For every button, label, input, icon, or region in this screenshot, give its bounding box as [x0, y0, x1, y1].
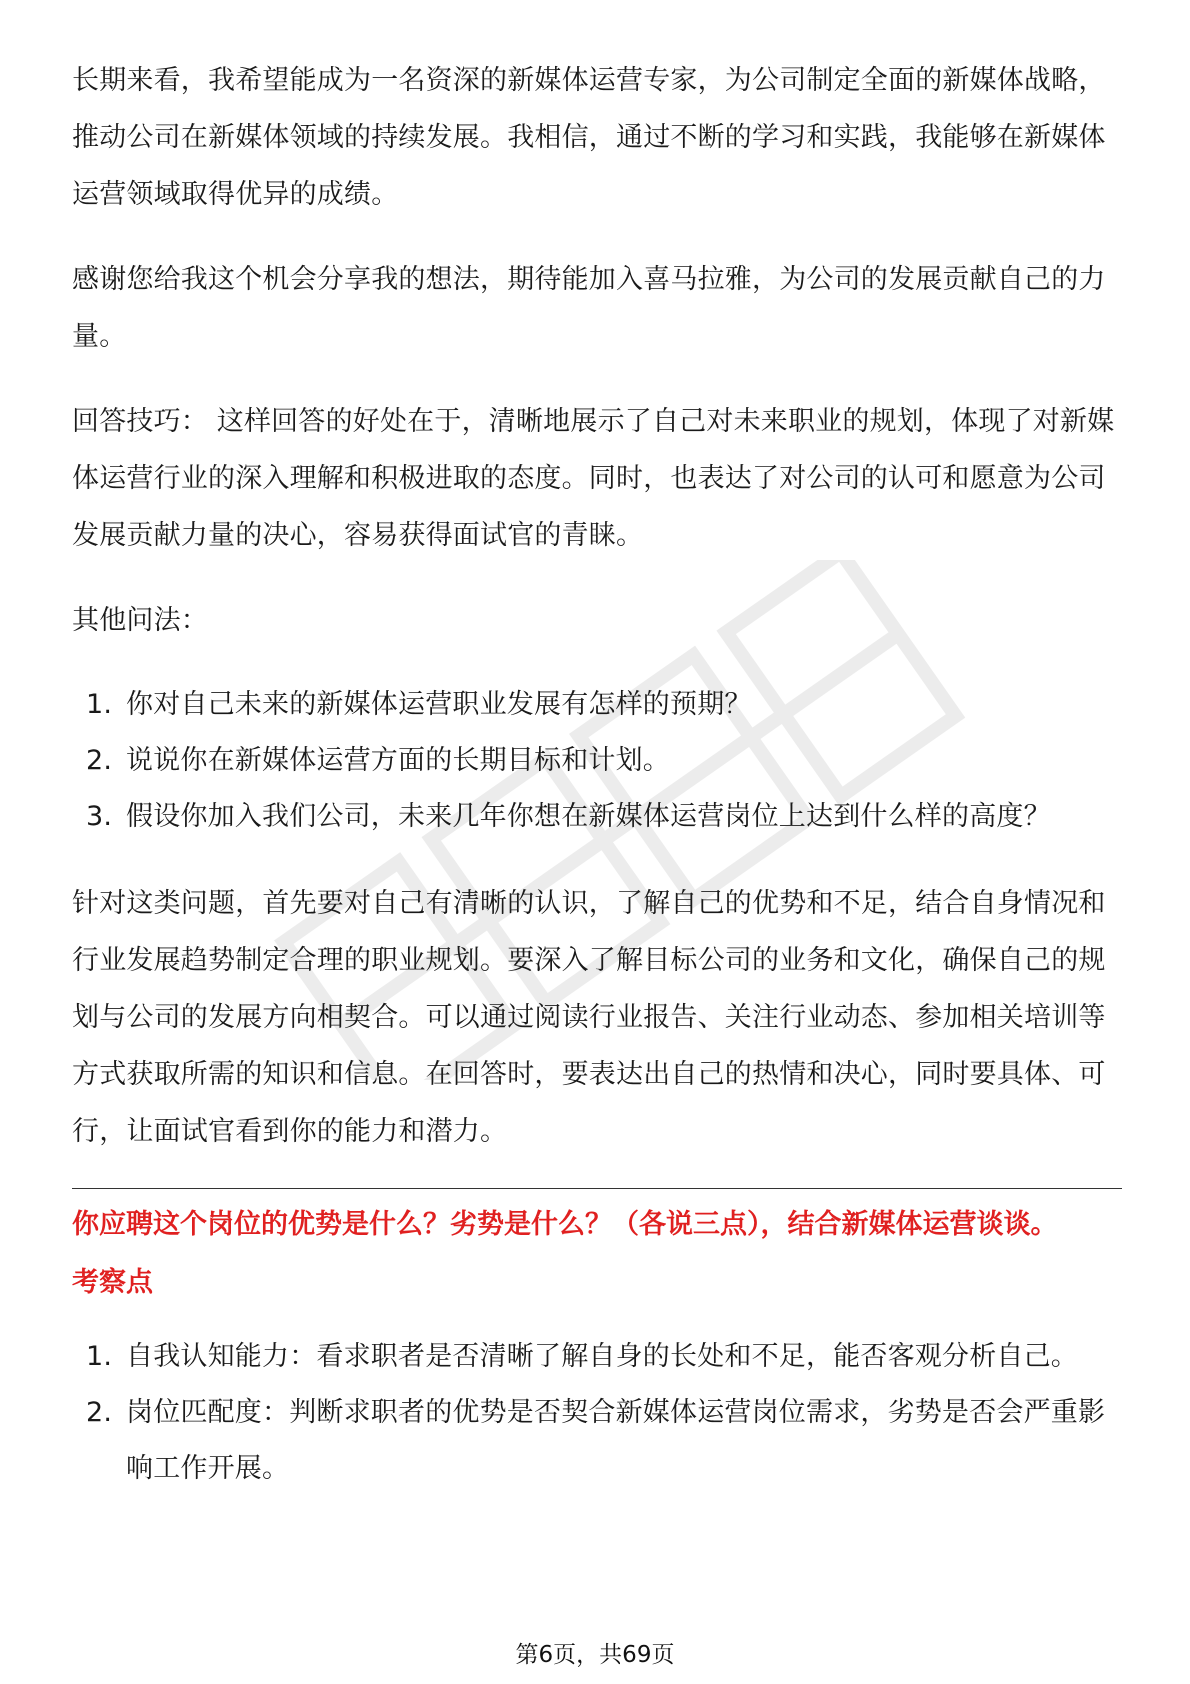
question-heading: 你应聘这个岗位的优势是什么？劣势是什么？（各说三点），结合新媒体运营谈谈。	[72, 1209, 1058, 1240]
paragraph-thanks: 感谢您给我这个机会分享我的想法，期待能加入喜马拉雅，为公司的发展贡献自己的力量。	[72, 264, 1106, 352]
assessment-points-list	[72, 1329, 1122, 1497]
document-page	[72, 52, 1122, 1497]
list-item	[72, 677, 1122, 733]
list-item-text: 岗位匹配度：判断求职者的优势是否契合新媒体运营岗位需求，劣势是否会严重影响工作开展。	[126, 1397, 1106, 1484]
paragraph-other-questions-heading: 其他问法：	[72, 605, 208, 636]
list-item	[72, 733, 1122, 789]
list-item-number: 3.	[86, 801, 113, 832]
list-item-number: 1.	[86, 689, 113, 720]
paragraph-advice: 针对这类问题，首先要对自己有清晰的认识，了解自己的优势和不足，结合自身情况和行业发展趋势制定合理的职业规划。要深入了解目标公司的业务和文化，确保自己的规划与公司的发展方向相契合。可以通过阅读行业报告、关注行业动态、参加相关培训等方式获取所需的知识和信息。在回答时，要表达出自己的热情和决心，同时要具体、可行，让面试官看到你的能力和潜力。	[72, 888, 1106, 1147]
list-item-text: 假设你加入我们公司，未来几年你想在新媒体运营岗位上达到什么样的高度？	[126, 801, 1051, 832]
paragraph-long-term: 长期来看，我希望能成为一名资深的新媒体运营专家，为公司制定全面的新媒体战略，推动公司在新媒体领域的持续发展。我相信，通过不断的学习和实践，我能够在新媒体运营领域取得优异的成绩。	[72, 65, 1106, 210]
section-divider	[72, 1188, 1122, 1189]
list-item-text: 自我认知能力：看求职者是否清晰了解自身的长处和不足，能否客观分析自己。	[126, 1341, 1078, 1372]
paragraph-answer-tips: 回答技巧： 这样回答的好处在于，清晰地展示了自己对未来职业的规划，体现了对新媒体运营行业的深入理解和积极进取的态度。同时，也表达了对公司的认可和愿意为公司发展贡献力量的决心，容易获得面试官的青睐。	[72, 406, 1115, 551]
list-item	[72, 1385, 1122, 1497]
page-footer: 第6页，共69页	[515, 1642, 675, 1668]
list-item-number: 1.	[86, 1341, 113, 1372]
other-questions-list	[72, 677, 1122, 845]
list-item-text: 你对自己未来的新媒体运营职业发展有怎样的预期？	[126, 689, 752, 720]
section-title-assessment: 考察点	[72, 1267, 153, 1298]
list-item-number: 2.	[86, 745, 113, 776]
list-item	[72, 1329, 1122, 1385]
list-item-number: 2.	[86, 1397, 113, 1428]
list-item-text: 说说你在新媒体运营方面的长期目标和计划。	[126, 745, 670, 776]
list-item	[72, 789, 1122, 845]
